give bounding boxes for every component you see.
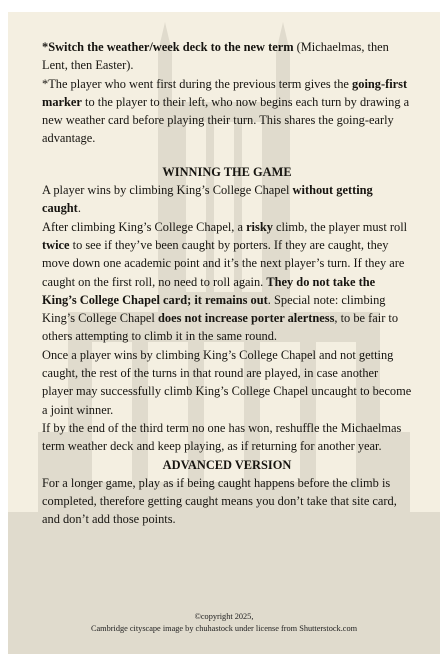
paragraph-switch-deck: *Switch the weather/week deck to the new term (Michaelmas, then Lent, then Easter). [42,40,389,73]
paragraph-going-first: *The player who went first during the previous term gives the going-first marker to the player to their left, who now begins each turn by drawing a new weather card before playing their turn. This shares the going-early advantage. [42,76,410,146]
copyright-line: ©copyright 2025, [194,612,254,621]
footer [8,611,440,635]
paragraph-joint-winner: Once a player wins by climbing King’s College Chapel and not getting caught, the rest of the turns in that round are played, in case another player may successfully climb King’s College Chapel uncaught to become a joint winner. [42,347,412,417]
heading-winning-the-game: WINNING THE GAME [162,164,292,179]
paragraph-advanced: For a longer game, play as if being caught happens before the climb is completed, therefore getting caught means you don’t take that site card, and don’t add those points. [42,475,397,527]
paragraph-climbing-rules: After climbing King’s College Chapel, a risky climb, the player must roll twice to see if they’ve been caught by porters. If they are caught, they move down one academic point and it’s the next player’s turn. If they are caught on the first roll, no need to roll again. They do not take the King’s College Chapel card; it remains out. Special note: climbing King’s College Chapel does not increase porter alertness, to be fair to others attempting to climb it in the same round. [42,219,408,344]
heading-advanced-version: ADVANCED VERSION [162,457,292,472]
image-credit-line: Cambridge cityscape image by chuhastock under license from Shutterstock.com [90,624,358,633]
rules-card [8,12,440,654]
spacer [42,148,412,163]
rules-text [42,38,412,529]
paragraph-win-condition: A player wins by climbing King’s College Chapel without getting caught. [42,183,373,216]
paragraph-no-winner: If by the end of the third term no one has won, reshuffle the Michaelmas term weather deck and keep playing, as if returning for another year. [42,420,402,454]
